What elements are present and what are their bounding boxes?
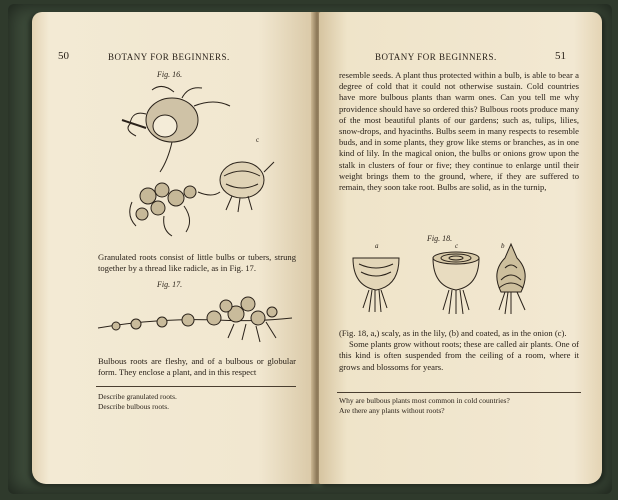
fig17-bulb-string-illustration (96, 288, 296, 348)
right-question-rule (337, 392, 581, 393)
fig18-paragraph: (Fig. 18, a,) scaly, as in the lily, (b) and coated, as in the onion (c). (339, 328, 567, 338)
fig16-granulated-roots-illustration (102, 80, 302, 250)
bulbous-roots-paragraph: Bulbous roots are fleshy, and of a bulbous or globular form. They enclose a plant, and in this respect (98, 356, 296, 378)
svg-text:c: c (256, 136, 260, 144)
fig16-caption: Fig. 16. (157, 70, 183, 79)
bulbs-paragraph: resemble seeds. A plant thus protected within a bulb, is able to bear a degree of cold that it could not otherwise sustain. Cold countries have more bulbous plants than warm ones. Can you tell me why providence should have so ordered this? Bulbous roots produce many of the most beautiful plants of our gardens; such as, tulips, lilies, snow-drops, and hyacinths. Bulbs seem in many respects to resemble buds, and in some plants, they grow like stems or branches, as in one kind of lily. In the magical onion, the bulbs or onions grow upon the stalk in clusters of four or five; they continue to enlarge until their weight brings them to the ground, where, if they are suffered to remain, they soon take root. Bulbs are solid, as in the turnip, (339, 70, 579, 193)
left-questions (98, 392, 177, 411)
fig18-bulb-types-illustration (341, 242, 551, 322)
left-question-rule (96, 386, 296, 387)
right-running-head: BOTANY FOR BEGINNERS. (375, 52, 497, 62)
question-item: Describe granulated roots. (98, 392, 177, 401)
left-page-number: 50 (58, 50, 69, 62)
fig18-label-c: c (455, 242, 459, 250)
right-page (319, 12, 602, 484)
left-page (32, 12, 315, 484)
left-running-head: BOTANY FOR BEGINNERS. (108, 52, 230, 62)
fig17-caption: Fig. 17. (157, 280, 183, 289)
fig18-label-b: b (501, 242, 505, 250)
fig18-description (339, 328, 579, 373)
fig18-caption: Fig. 18. (427, 234, 453, 243)
air-plants-paragraph: Some plants grow without roots; these are called air plants. One of this kind is often suspended from the ceiling of a room, where it grows and blossoms for years. (339, 339, 579, 372)
fig18-label-a: a (375, 242, 379, 250)
granulated-roots-paragraph: Granulated roots consist of little bulbs or tubers, strung together by a thread like radicle, as in Fig. 17. (98, 252, 296, 274)
right-questions (339, 396, 510, 415)
question-item: Are there any plants without roots? (339, 405, 445, 415)
open-book (32, 12, 602, 487)
right-page-number: 51 (555, 50, 566, 62)
question-item: Describe bulbous roots. (98, 401, 170, 411)
question-item: Why are bulbous plants most common in cold countries? (339, 396, 510, 405)
